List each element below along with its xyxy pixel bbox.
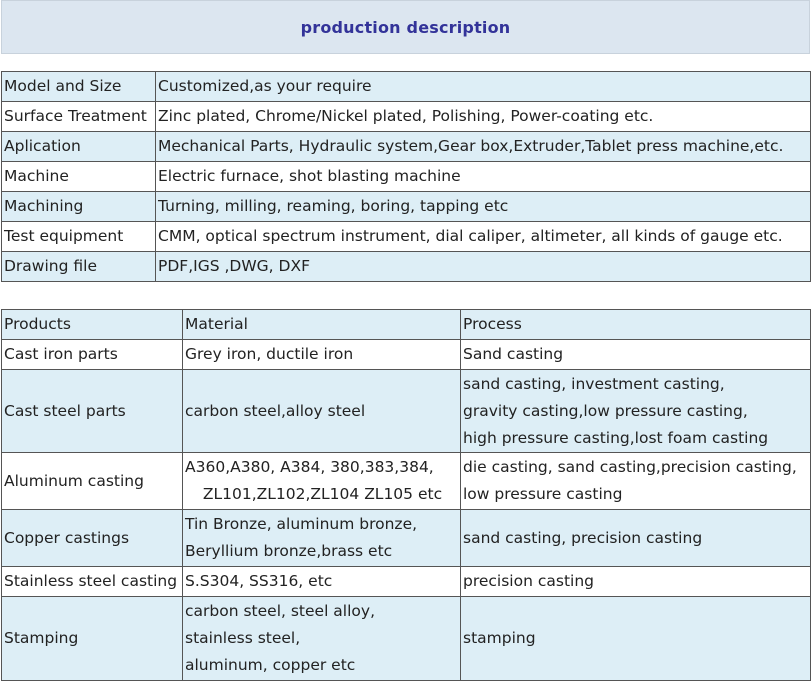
- spec-label: Aplication: [2, 132, 156, 162]
- process-line: sand casting, investment casting,: [463, 374, 725, 393]
- material-line: carbon steel, steel alloy,: [185, 602, 376, 620]
- table-row: [2, 510, 811, 567]
- table-row: [2, 132, 811, 162]
- material-cell: [183, 510, 461, 567]
- table-row: [2, 567, 811, 597]
- process-line: low pressure casting: [463, 485, 623, 503]
- process-line: die casting, sand casting,precision casting,: [463, 458, 797, 476]
- material-cell: Grey iron, ductile iron: [183, 340, 461, 370]
- spec-label: Drawing file: [2, 252, 156, 282]
- spec-value: PDF,IGS ,DWG, DXF: [156, 252, 811, 282]
- material-cell: [183, 597, 461, 681]
- material-cell: carbon steel,alloy steel: [183, 370, 461, 453]
- product-cell: Cast iron parts: [2, 340, 183, 370]
- table-row: [2, 252, 811, 282]
- spec-label: Model and Size: [2, 72, 156, 102]
- spec-value: Zinc plated, Chrome/Nickel plated, Polishing, Power-coating etc.: [156, 102, 811, 132]
- process-cell: Sand casting: [461, 340, 811, 370]
- column-header-material: Material: [183, 310, 461, 340]
- products-table: [1, 309, 811, 681]
- product-cell: Stainless steel casting: [2, 567, 183, 597]
- product-cell: Aluminum casting: [2, 453, 183, 510]
- material-line: stainless steel,: [185, 629, 301, 647]
- material-line: aluminum, copper etc: [185, 656, 356, 674]
- product-cell: Copper castings: [2, 510, 183, 567]
- spec-value: Turning, milling, reaming, boring, tapping etc: [156, 192, 811, 222]
- process-cell: stamping: [461, 597, 811, 681]
- process-line: high pressure casting,lost foam casting: [463, 428, 769, 447]
- table-header-row: [2, 310, 811, 340]
- table-row: [2, 222, 811, 252]
- process-cell: [461, 453, 811, 510]
- table-row: [2, 72, 811, 102]
- table-row: [2, 340, 811, 370]
- process-cell: sand casting, precision casting: [461, 510, 811, 567]
- column-header-process: Process: [461, 310, 811, 340]
- process-cell: [461, 370, 811, 453]
- spec-value: CMM, optical spectrum instrument, dial caliper, altimeter, all kinds of gauge etc.: [156, 222, 811, 252]
- table-row: [2, 453, 811, 510]
- spec-value: Customized,as your require: [156, 72, 811, 102]
- spec-label: Test equipment: [2, 222, 156, 252]
- material-cell: S.S304, SS316, etc: [183, 567, 461, 597]
- spec-table: [1, 71, 811, 282]
- table-row: [2, 597, 811, 681]
- material-line: ZL101,ZL102,ZL104 ZL105 etc: [202, 485, 443, 503]
- spec-label: Machining: [2, 192, 156, 222]
- spec-value: Electric furnace, shot blasting machine: [156, 162, 811, 192]
- material-line: A360,A380, A384, 380,383,384,: [185, 458, 434, 476]
- material-line: Beryllium bronze,brass etc: [185, 542, 393, 560]
- table-row: [2, 102, 811, 132]
- process-line: gravity casting,low pressure casting,: [463, 401, 748, 420]
- process-cell: precision casting: [461, 567, 811, 597]
- spec-label: Machine: [2, 162, 156, 192]
- product-cell: Cast steel parts: [2, 370, 183, 453]
- table-row: [2, 192, 811, 222]
- table-row: [2, 162, 811, 192]
- product-cell: Stamping: [2, 597, 183, 681]
- table-row: [2, 370, 811, 453]
- spec-label: Surface Treatment: [2, 102, 156, 132]
- material-line: Tin Bronze, aluminum bronze,: [185, 515, 418, 533]
- page-title: production description: [300, 17, 511, 37]
- material-cell: [183, 453, 461, 510]
- header-bar: [1, 0, 810, 54]
- column-header-products: Products: [2, 310, 183, 340]
- spec-value: Mechanical Parts, Hydraulic system,Gear box,Extruder,Tablet press machine,etc.: [156, 132, 811, 162]
